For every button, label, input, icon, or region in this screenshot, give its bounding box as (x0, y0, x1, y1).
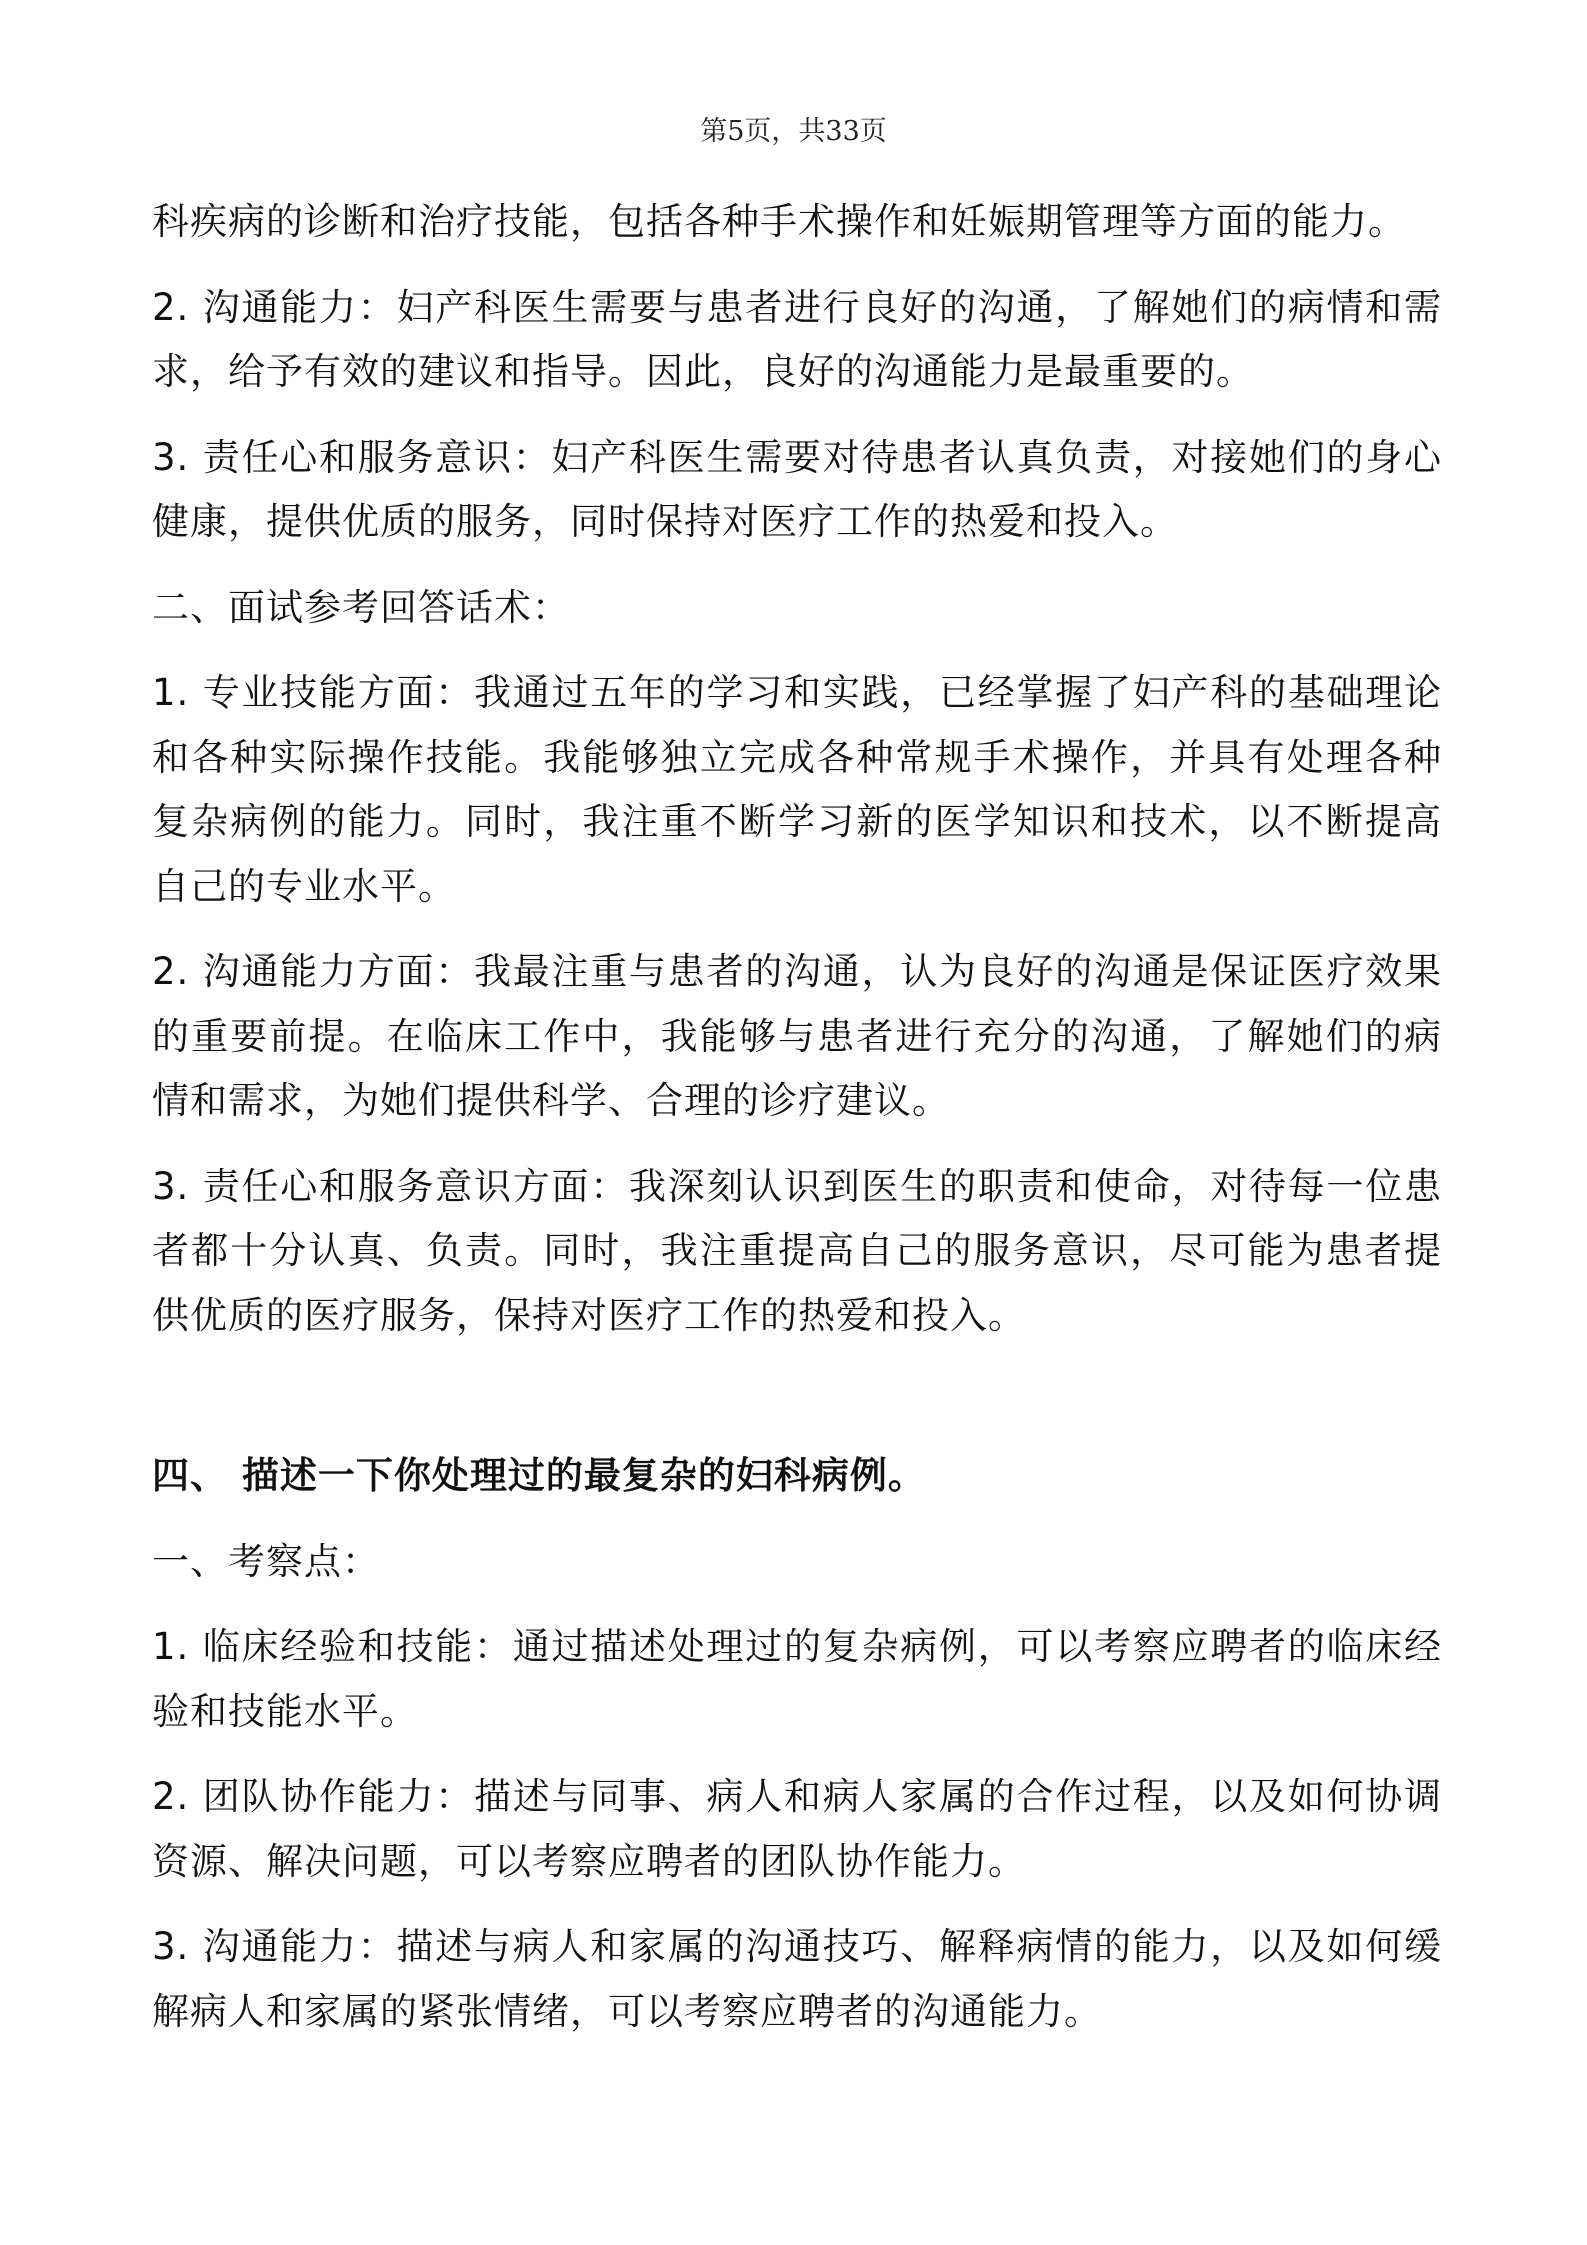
point-communication: 3. 沟通能力：描述与病人和家属的沟通技巧、解释病情的能力，以及如何缓解病人和家属的紧张情绪，可以考察应聘者的沟通能力。 (152, 1925, 1442, 2033)
subheading-reference-answers: 二、面试参考回答话术： (152, 585, 570, 629)
subheading-assessment-points: 一、考察点： (152, 1539, 380, 1583)
point-clinical-experience: 1. 临床经验和技能：通过描述处理过的复杂病例，可以考察应聘者的临床经验和技能水平。 (152, 1625, 1442, 1733)
page-number-header: 第5页，共33页 (700, 116, 887, 147)
answer-communication: 2. 沟通能力方面：我最注重与患者的沟通，认为良好的沟通是保证医疗效果的重要前提。在临床工作中，我能够与患者进行充分的沟通，了解她们的病情和需求，为她们提供科学、合理的诊疗建议。 (152, 950, 1442, 1122)
document-body (152, 190, 1442, 2065)
paragraph-continued-skills: 科疾病的诊断和治疗技能，包括各种手术操作和妊娠期管理等方面的能力。 (152, 200, 1406, 243)
paragraph-communication: 2. 沟通能力：妇产科医生需要与患者进行良好的沟通，了解她们的病情和需求，给予有效的建议和指导。因此，良好的沟通能力是最重要的。 (152, 285, 1442, 393)
answer-professional-skills: 1. 专业技能方面：我通过五年的学习和实践，已经掌握了妇产科的基础理论和各种实际操作技能。我能够独立完成各种常规手术操作，并具有处理各种复杂病例的能力。同时，我注重不断学习新的医学知识和技术，以不断提高自己的专业水平。 (152, 671, 1442, 908)
point-teamwork: 2. 团队协作能力：描述与同事、病人和病人家属的合作过程，以及如何协调资源、解决问题，可以考察应聘者的团队协作能力。 (152, 1775, 1442, 1883)
section-heading-question-4: 四、 描述一下你处理过的最复杂的妇科病例。 (152, 1454, 926, 1497)
answer-responsibility: 3. 责任心和服务意识方面：我深刻认识到医生的职责和使命，对待每一位患者都十分认真、负责。同时，我注重提高自己的服务意识，尽可能为患者提供优质的医疗服务，保持对医疗工作的热爱和投入。 (152, 1164, 1442, 1337)
paragraph-responsibility: 3. 责任心和服务意识：妇产科医生需要对待患者认真负责，对接她们的身心健康，提供优质的服务，同时保持对医疗工作的热爱和投入。 (152, 435, 1442, 543)
